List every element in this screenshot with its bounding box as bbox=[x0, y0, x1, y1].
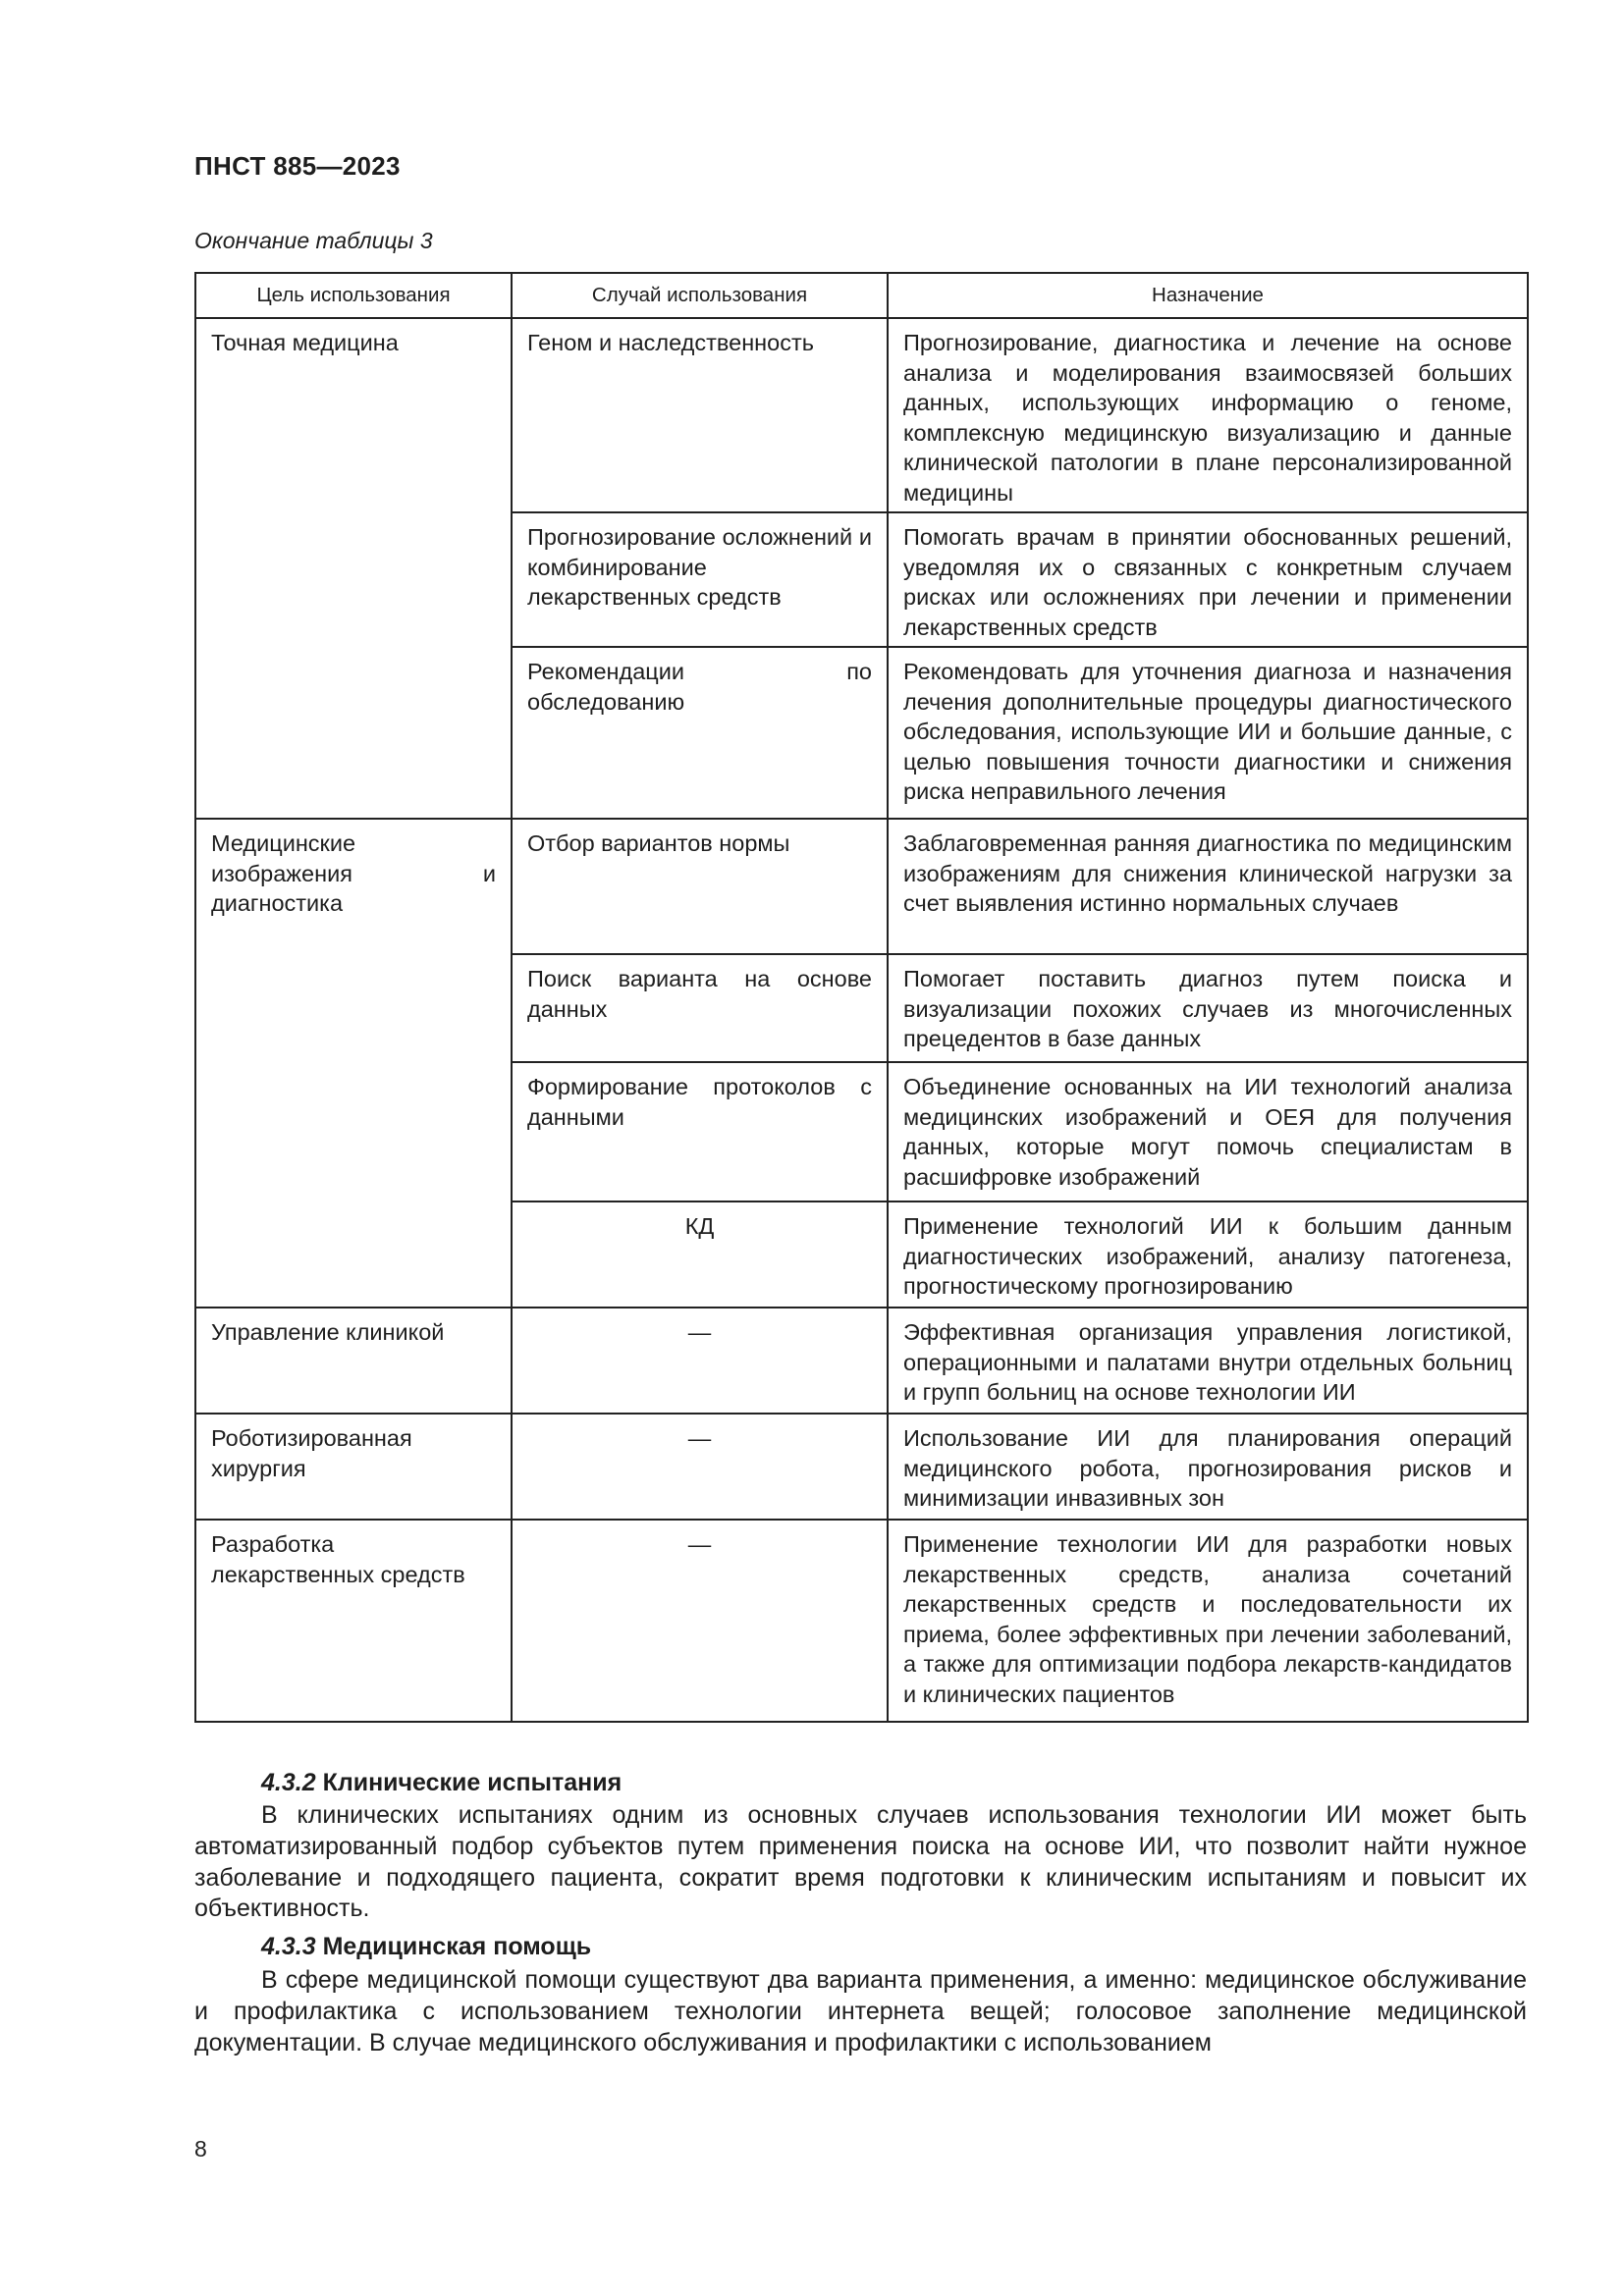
goal-cell: Медицинские изображения и диагностика bbox=[195, 819, 512, 1308]
header-goal: Цель использования bbox=[195, 273, 512, 318]
purpose-cell: Использование ИИ для планирования операций медицинского робота, прогнозирования рисков и минимизации инвазивных зон bbox=[888, 1414, 1528, 1520]
paragraph-clinical-trials: В клинических испытаниях одним из основных случаев использования технологии ИИ может быть автоматизированный подбор субъектов путем применения поиска на основе ИИ, что позволит найти нужное заболевание и подходящего пациента, сократит время подготовки к клиническим испытаниям и повысит их объективность. bbox=[194, 1801, 1527, 1923]
purpose-cell: Заблаговременная ранняя диагностика по медицинским изображениям для снижения клинической нагрузки за счет выявления истинно нормальных случаев bbox=[888, 819, 1528, 954]
case-cell: — bbox=[512, 1414, 888, 1520]
section-heading-medical-care bbox=[261, 1933, 591, 1961]
table-caption: Окончание таблицы 3 bbox=[194, 228, 433, 253]
goal-cell: Точная медицина bbox=[195, 318, 512, 819]
purpose-cell: Применение технологий ИИ к большим данным диагностических изображений, анализу патогенеза, прогностическому прогнозированию bbox=[888, 1201, 1528, 1308]
case-cell: Формирование протоколов с данными bbox=[512, 1062, 888, 1201]
purpose-cell: Рекомендовать для уточнения диагноза и назначения лечения дополнительные процедуры диагностического обследования, использующие ИИ и большие данные, с целью повышения точности диагностики и снижения риска неправильного лечения bbox=[888, 647, 1528, 819]
case-cell: Поиск варианта на основе данных bbox=[512, 954, 888, 1062]
purpose-cell: Объединение основанных на ИИ технологий анализа медицинских изображений и ОЕЯ для получения данных, которые могут помочь специалистам в расшифровке изображений bbox=[888, 1062, 1528, 1201]
header-purpose: Назначение bbox=[888, 273, 1528, 318]
section-number: 4.3.2 bbox=[261, 1769, 316, 1796]
use-case-table bbox=[194, 272, 1529, 1723]
case-cell: — bbox=[512, 1520, 888, 1722]
case-cell: Геном и наследственность bbox=[512, 318, 888, 512]
purpose-cell: Эффективная организация управления логистикой, операционными и палатами внутри отдельных больниц и групп больниц на основе технологии ИИ bbox=[888, 1308, 1528, 1414]
purpose-cell: Применение технологии ИИ для разработки новых лекарственных средств, анализа сочетаний лекарственных средств и последовательности их приема, более эффективных при лечении заболеваний, а также для оптимизации подбора лекарств-кандидатов и клинических пациентов bbox=[888, 1520, 1528, 1722]
page-number: 8 bbox=[194, 2136, 207, 2162]
goal-cell: Управление клиникой bbox=[195, 1308, 512, 1414]
case-cell: КД bbox=[512, 1201, 888, 1308]
table-row bbox=[195, 819, 1528, 954]
table-row bbox=[195, 1308, 1528, 1414]
purpose-cell: Прогнозирование, диагностика и лечение на основе анализа и моделирования взаимосвязей больших данных, использующих информацию о геноме, комплексную медицинскую визуализацию и данные клинической патологии в плане персонализированной медицины bbox=[888, 318, 1528, 512]
case-cell: Прогнозирование осложнений и комбинирование лекарственных средств bbox=[512, 512, 888, 647]
case-cell: — bbox=[512, 1308, 888, 1414]
table-row bbox=[195, 1520, 1528, 1722]
section-number: 4.3.3 bbox=[261, 1933, 316, 1960]
header-case: Случай использования bbox=[512, 273, 888, 318]
case-cell: Отбор вариантов нормы bbox=[512, 819, 888, 954]
paragraph-medical-care: В сфере медицинской помощи существуют два варианта применения, а именно: медицинское обслуживание и профилактика с использованием технологии интернета вещей; голосовое заполнение медицинской документации. В случае медицинского обслуживания и профилактики с использованием bbox=[194, 1966, 1527, 2056]
table-row bbox=[195, 318, 1528, 512]
section-title: Клинические испытания bbox=[322, 1769, 623, 1796]
purpose-cell: Помогает поставить диагноз путем поиска и визуализации похожих случаев из многочисленных прецедентов в базе данных bbox=[888, 954, 1528, 1062]
case-cell: Рекомендации по обследованию bbox=[512, 647, 888, 819]
document-header: ПНСТ 885—2023 bbox=[194, 151, 401, 181]
section-title: Медицинская помощь bbox=[322, 1933, 592, 1960]
section-heading-clinical-trials bbox=[261, 1769, 622, 1797]
purpose-cell: Помогать врачам в принятии обоснованных решений, уведомляя их о связанных с конкретным случаем рисках или осложнениях при лечении и применении лекарственных средств bbox=[888, 512, 1528, 647]
goal-cell: Разработка лекарственных средств bbox=[195, 1520, 512, 1722]
table-header-row bbox=[195, 273, 1528, 318]
goal-cell: Роботизированная хирургия bbox=[195, 1414, 512, 1520]
table-row bbox=[195, 1414, 1528, 1520]
